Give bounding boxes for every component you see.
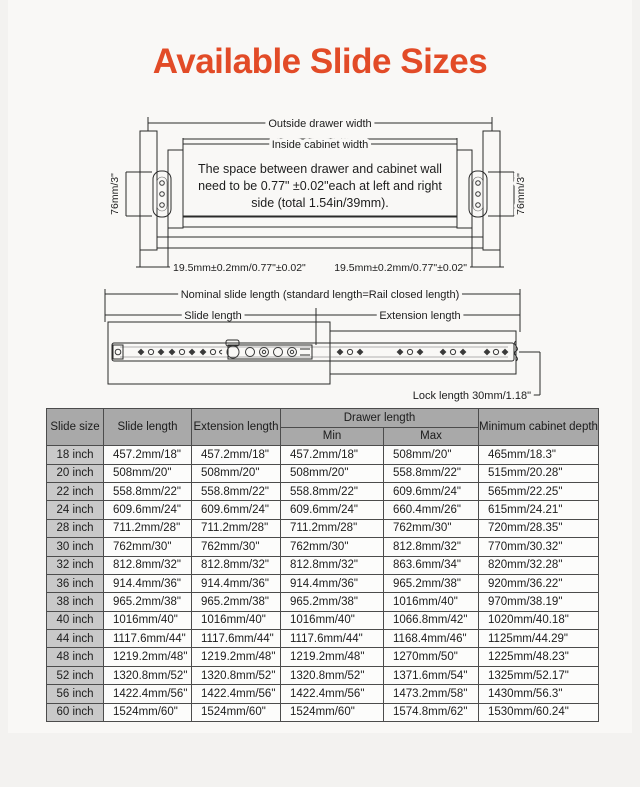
gap-dimension-right: 19.5mm±0.2mm/0.77"±0.02" <box>334 262 467 274</box>
header-slide-length: Slide length <box>104 409 192 446</box>
table-row <box>47 630 599 648</box>
slide-size-cell: 38 inch <box>47 593 104 611</box>
cabinet-depth-cell: 1325mm/52.17" <box>479 666 599 684</box>
table-row <box>47 703 599 721</box>
table-body <box>47 446 599 722</box>
table-row <box>47 574 599 592</box>
cabinet-depth-cell: 720mm/28.35" <box>479 519 599 537</box>
extension-length-cell: 457.2mm/18" <box>192 446 281 464</box>
drawer-max-cell: 1270mm/50" <box>384 648 479 666</box>
extension-length-cell: 508mm/20" <box>192 464 281 482</box>
header-min-cabinet-depth: Minimum cabinet depth <box>479 409 599 446</box>
drawer-min-cell: 1117.6mm/44" <box>281 630 384 648</box>
slide-size-cell: 52 inch <box>47 666 104 684</box>
drawer-min-cell: 812.8mm/32" <box>281 556 384 574</box>
extension-length-cell: 1524mm/60" <box>192 703 281 721</box>
cabinet-depth-cell: 820mm/32.28" <box>479 556 599 574</box>
slide-length-cell: 609.6mm/24" <box>104 501 192 519</box>
extension-length-cell: 711.2mm/28" <box>192 519 281 537</box>
header-extension-length: Extension length <box>192 409 281 446</box>
slide-size-cell: 56 inch <box>47 685 104 703</box>
extension-length-cell: 914.4mm/36" <box>192 574 281 592</box>
drawer-max-cell: 1473.2mm/58" <box>384 685 479 703</box>
clearance-note-line2: need to be 0.77" ±0.02"each at left and right <box>198 179 442 193</box>
drawer-side-right <box>457 150 472 228</box>
slide-size-cell: 48 inch <box>47 648 104 666</box>
drawer-min-cell: 457.2mm/18" <box>281 446 384 464</box>
cabinet-wall-right <box>483 131 500 250</box>
drawer-min-cell: 965.2mm/38" <box>281 593 384 611</box>
clearance-note-line3: side (total 1.54in/39mm). <box>251 196 389 210</box>
rail-holes <box>138 349 509 356</box>
slide-size-cell: 36 inch <box>47 574 104 592</box>
table-row <box>47 685 599 703</box>
cabinet-depth-cell: 1530mm/60.24" <box>479 703 599 721</box>
drawer-min-cell: 1524mm/60" <box>281 703 384 721</box>
drawer-max-cell: 660.4mm/26" <box>384 501 479 519</box>
slide-length-cell: 914.4mm/36" <box>104 574 192 592</box>
top-cross-section-diagram <box>109 117 527 274</box>
drawer-min-cell: 1320.8mm/52" <box>281 666 384 684</box>
slide-size-cell: 30 inch <box>47 538 104 556</box>
table-row <box>47 666 599 684</box>
drawer-max-cell: 1371.6mm/54" <box>384 666 479 684</box>
slide-size-cell: 44 inch <box>47 630 104 648</box>
inside-cabinet-width-label: Inside cabinet width <box>271 139 369 151</box>
extension-length-cell: 812.8mm/32" <box>192 556 281 574</box>
cabinet-depth-cell: 970mm/38.19" <box>479 593 599 611</box>
slide-size-cell: 22 inch <box>47 482 104 500</box>
table-row <box>47 501 599 519</box>
extension-length-cell: 558.8mm/22" <box>192 482 281 500</box>
nominal-length-label: Nominal slide length (standard length=Rail closed length) <box>180 289 460 301</box>
drawer-min-cell: 711.2mm/28" <box>281 519 384 537</box>
cabinet-depth-cell: 770mm/30.32" <box>479 538 599 556</box>
slide-length-cell: 1016mm/40" <box>104 611 192 629</box>
cabinet-back-strip <box>157 237 483 248</box>
extension-length-cell: 1219.2mm/48" <box>192 648 281 666</box>
slide-size-cell: 40 inch <box>47 611 104 629</box>
extension-length-label: Extension length <box>379 310 461 322</box>
drawer-min-cell: 762mm/30" <box>281 538 384 556</box>
lock-length-label: Lock length 30mm/1.18" <box>412 390 531 402</box>
drawer-min-cell: 508mm/20" <box>281 464 384 482</box>
drawer-min-cell: 1422.4mm/56" <box>281 685 384 703</box>
slide-length-cell: 711.2mm/28" <box>104 519 192 537</box>
drawer-side-left <box>168 150 183 228</box>
slide-size-table <box>46 408 599 722</box>
slide-size-cell: 28 inch <box>47 519 104 537</box>
slide-rail <box>112 340 517 361</box>
drawer-max-cell: 762mm/30" <box>384 519 479 537</box>
slide-length-cell: 1320.8mm/52" <box>104 666 192 684</box>
table-row <box>47 519 599 537</box>
cabinet-depth-cell: 565mm/22.25" <box>479 482 599 500</box>
header-drawer-length: Drawer length <box>281 409 479 428</box>
extension-length-cell: 1320.8mm/52" <box>192 666 281 684</box>
table-row <box>47 538 599 556</box>
extension-length-cell: 965.2mm/38" <box>192 593 281 611</box>
drawer-max-cell: 863.6mm/34" <box>384 556 479 574</box>
table-row <box>47 556 599 574</box>
slide-length-cell: 1117.6mm/44" <box>104 630 192 648</box>
drawer-max-cell: 1168.4mm/46" <box>384 630 479 648</box>
table-row <box>47 482 599 500</box>
slide-length-cell: 812.8mm/32" <box>104 556 192 574</box>
cabinet-depth-cell: 1020mm/40.18" <box>479 611 599 629</box>
extension-length-cell: 609.6mm/24" <box>192 501 281 519</box>
slide-size-cell: 18 inch <box>47 446 104 464</box>
slide-length-cell: 508mm/20" <box>104 464 192 482</box>
cabinet-depth-cell: 515mm/20.28" <box>479 464 599 482</box>
drawer-min-cell: 1219.2mm/48" <box>281 648 384 666</box>
drawer-min-cell: 609.6mm/24" <box>281 501 384 519</box>
cabinet-depth-cell: 1125mm/44.29" <box>479 630 599 648</box>
cabinet-depth-cell: 1430mm/56.3" <box>479 685 599 703</box>
table-row <box>47 446 599 464</box>
slide-height-label-left: 76mm/3" <box>109 173 121 215</box>
extension-length-cell: 1016mm/40" <box>192 611 281 629</box>
drawer-max-cell: 1066.8mm/42" <box>384 611 479 629</box>
drawer-back-strip <box>183 217 457 227</box>
extension-length-cell: 762mm/30" <box>192 538 281 556</box>
slide-size-cell: 32 inch <box>47 556 104 574</box>
drawer-min-cell: 1016mm/40" <box>281 611 384 629</box>
slide-length-cell: 457.2mm/18" <box>104 446 192 464</box>
extension-length-cell: 1117.6mm/44" <box>192 630 281 648</box>
header-drawer-min: Min <box>281 427 384 446</box>
table-row <box>47 611 599 629</box>
slide-length-cell: 1219.2mm/48" <box>104 648 192 666</box>
extension-length-cell: 1422.4mm/56" <box>192 685 281 703</box>
header-slide-size: Slide size <box>47 409 104 446</box>
table-header <box>47 409 599 446</box>
table-row <box>47 593 599 611</box>
gap-dimension-left: 19.5mm±0.2mm/0.77"±0.02" <box>173 262 306 274</box>
clearance-note-line1: The space between drawer and cabinet wall <box>198 162 442 176</box>
slide-length-cell: 1524mm/60" <box>104 703 192 721</box>
table-row <box>47 464 599 482</box>
cabinet-wall-left <box>140 131 157 250</box>
drawer-max-cell: 965.2mm/38" <box>384 574 479 592</box>
slide-height-label-right: 76mm/3" <box>515 173 527 215</box>
slide-length-cell: 1422.4mm/56" <box>104 685 192 703</box>
cabinet-depth-cell: 465mm/18.3" <box>479 446 599 464</box>
drawer-max-cell: 812.8mm/32" <box>384 538 479 556</box>
drawer-max-cell: 1016mm/40" <box>384 593 479 611</box>
cabinet-depth-cell: 920mm/36.22" <box>479 574 599 592</box>
cabinet-depth-cell: 615mm/24.21" <box>479 501 599 519</box>
table-row <box>47 648 599 666</box>
page-title: Available Slide Sizes <box>152 42 488 81</box>
drawer-min-cell: 558.8mm/22" <box>281 482 384 500</box>
header-drawer-max: Max <box>384 427 479 446</box>
slide-size-cell: 60 inch <box>47 703 104 721</box>
slide-length-label: Slide length <box>184 310 242 322</box>
slide-size-cell: 24 inch <box>47 501 104 519</box>
slide-length-cell: 762mm/30" <box>104 538 192 556</box>
slide-length-cell: 558.8mm/22" <box>104 482 192 500</box>
slide-length-cell: 965.2mm/38" <box>104 593 192 611</box>
cabinet-depth-cell: 1225mm/48.23" <box>479 648 599 666</box>
drawer-max-cell: 1574.8mm/62" <box>384 703 479 721</box>
drawer-max-cell: 508mm/20" <box>384 446 479 464</box>
drawer-min-cell: 914.4mm/36" <box>281 574 384 592</box>
outside-drawer-width-label: Outside drawer width <box>268 118 372 130</box>
slide-size-cell: 20 inch <box>47 464 104 482</box>
drawer-max-cell: 609.6mm/24" <box>384 482 479 500</box>
slide-length-diagram <box>105 289 540 402</box>
drawer-max-cell: 558.8mm/22" <box>384 464 479 482</box>
